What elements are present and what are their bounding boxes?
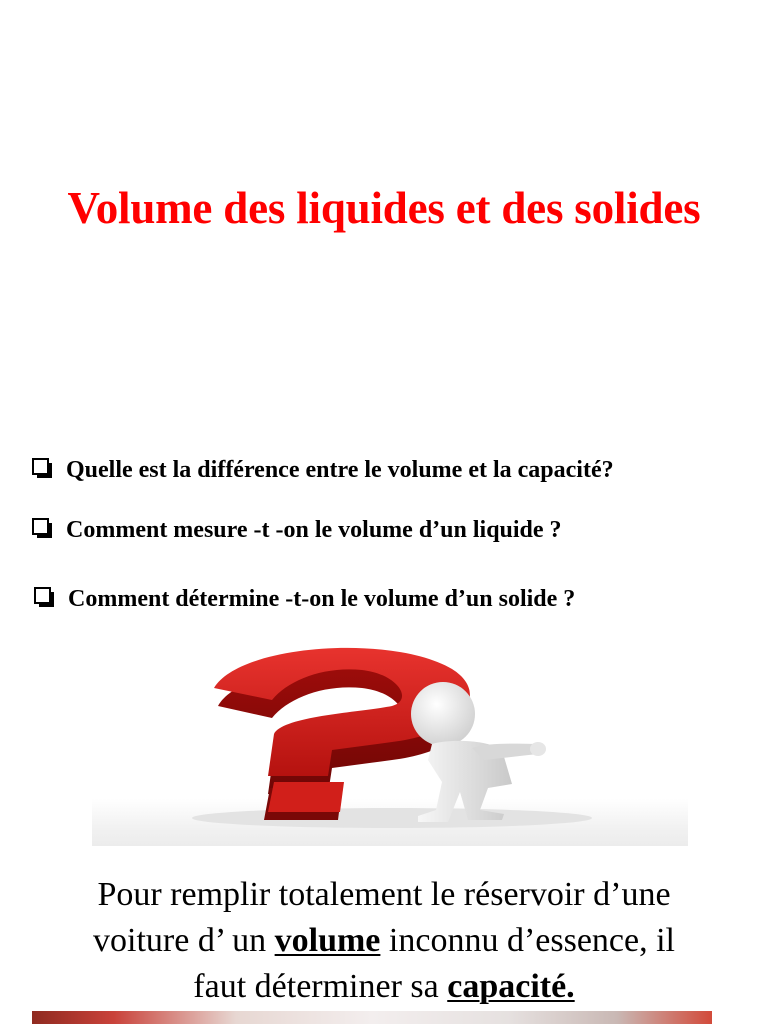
question-text-2: Comment mesure -t -on le volume d’un liquide ?	[66, 517, 562, 543]
question-text-1: Quelle est la différence entre le volume et la capacité?	[66, 457, 614, 483]
page-title: Volume des liquides et des solides	[67, 183, 701, 233]
body-paragraph	[20, 872, 748, 1010]
question-mark-person-icon	[92, 632, 688, 846]
question-item-2	[32, 515, 562, 545]
question-text-3: Comment détermine -t-on le volume d’un solide ?	[68, 586, 576, 612]
keyword-volume: volume	[274, 922, 381, 959]
question-mark-illustration	[92, 632, 688, 846]
checkbox-bullet-icon	[32, 518, 49, 535]
paragraph-line-2-end: inconnu d’essence, il	[380, 922, 675, 959]
keyword-capacite: capacité.	[447, 968, 575, 1005]
question-item-1	[32, 455, 614, 485]
paragraph-line-2-start: voiture d’ un	[93, 922, 275, 959]
paragraph-line-1: Pour remplir totalement le réservoir d’une	[97, 876, 671, 913]
paragraph-line-3-start: faut déterminer sa	[193, 968, 448, 1005]
checkbox-bullet-icon	[34, 587, 51, 604]
bottom-image-strip	[32, 1011, 712, 1024]
checkbox-bullet-icon	[32, 458, 49, 475]
question-item-3	[34, 584, 575, 614]
